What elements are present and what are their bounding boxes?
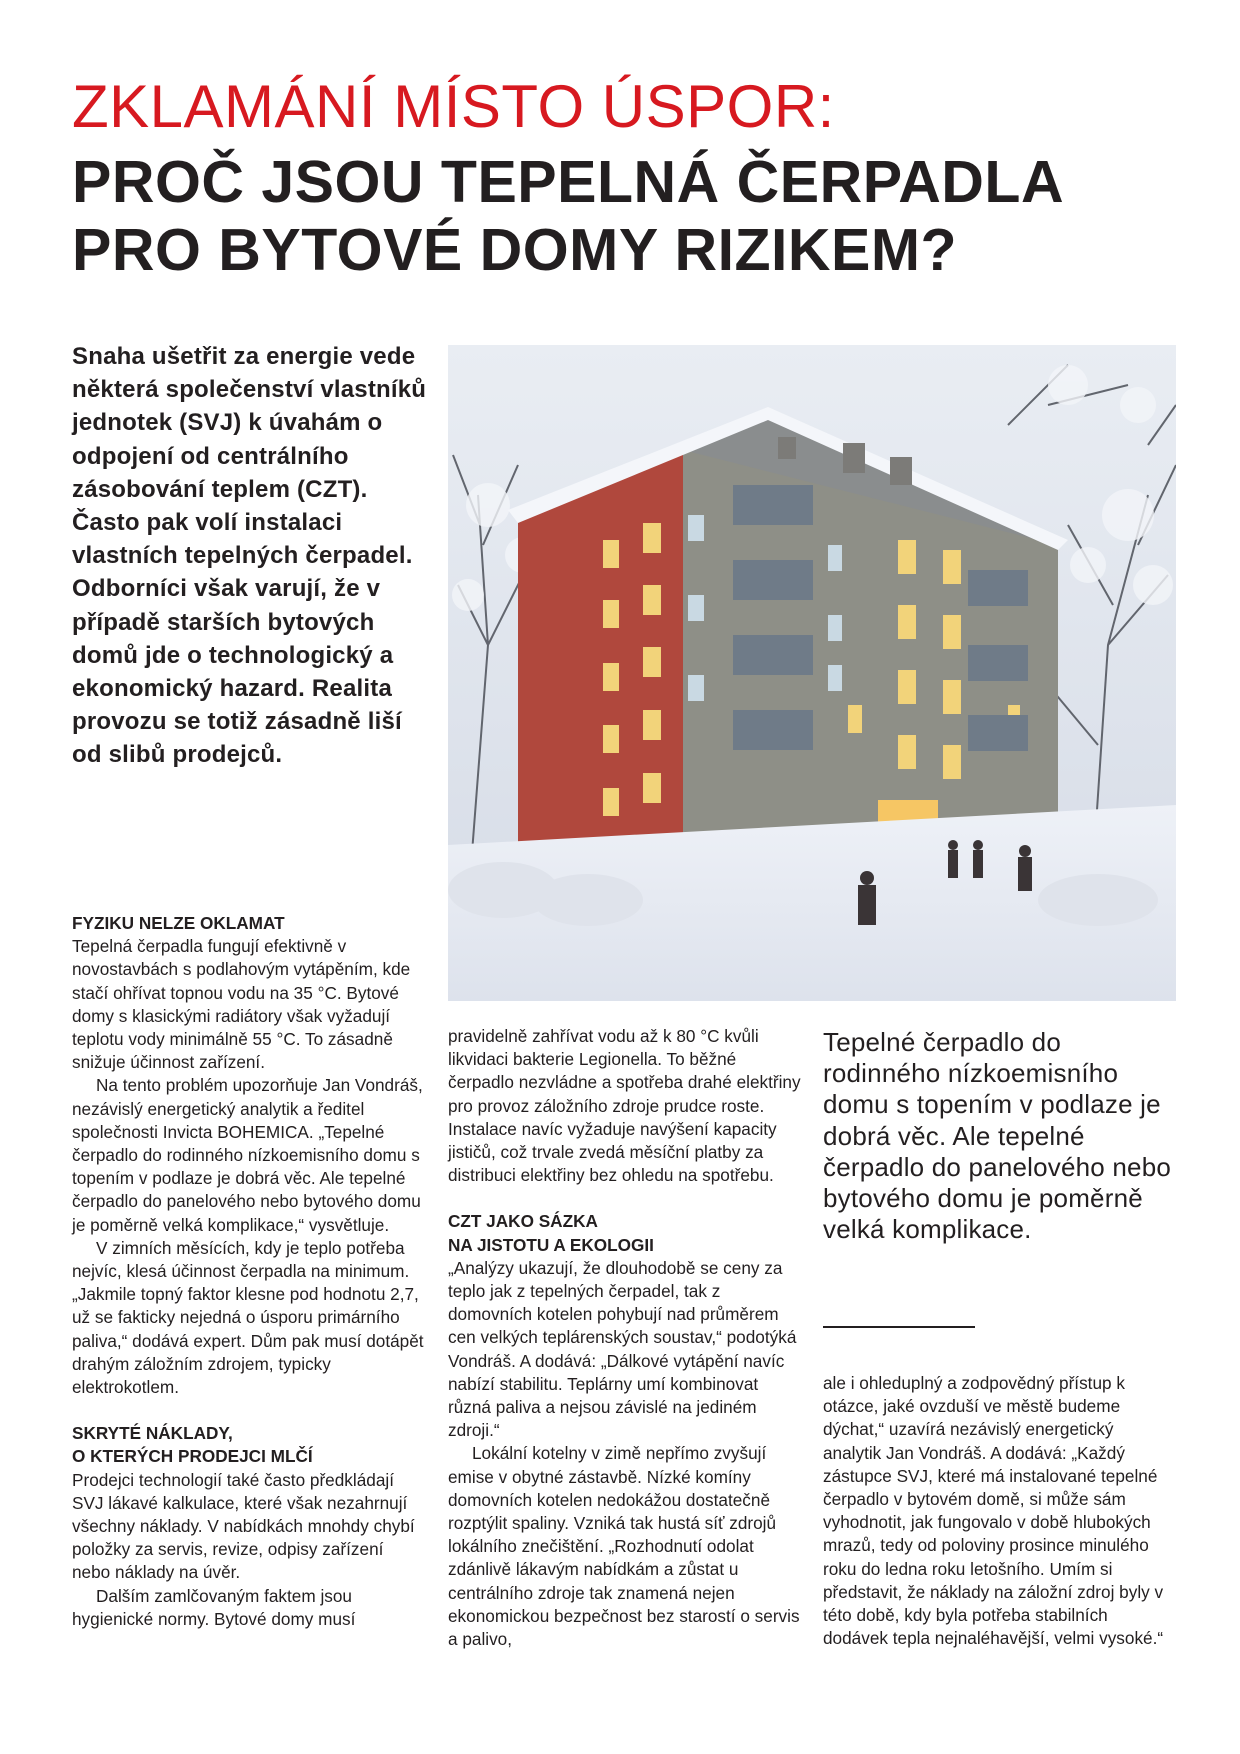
- subheading-hidden-costs-line-1: SKRYTÉ NÁKLADY,: [72, 1423, 233, 1444]
- pull-quote: Tepelné čerpadlo do rodinného nízkoemisního domu s topením v podlaze je dobrá věc. Ale tepelné čerpadlo do panelového nebo bytového domu je poměrně velká komplikace.: [823, 1027, 1172, 1245]
- paragraph: Prodejci technologií také často předkládají SVJ lákavé kalkulace, které však nezahrnují všechny náklady. V nabídkách mnohdy chybí položky za servis, revize, odpisy zařízení nebo náklady na úvěr.: [72, 1469, 415, 1583]
- paragraph: Dalším zamlčovaným faktem jsou hygienické normy. Bytové domy musí: [72, 1585, 356, 1629]
- lead-paragraph: Snaha ušetřit za energie vede některá společenství vlastníků jednotek (SVJ) k úvahám o odpojení od centrálního zásobování teplem (CZT). Často pak volí instalaci vlastních tepelných čerpadel. Odborníci však varují, že v případě starších bytových domů jde o technologický a ekonomický hazard. Realita provozu se totiž zásadně liší od slibů prodejců.: [72, 343, 427, 769]
- paragraph: V zimních měsících, kdy je teplo potřeba nejvíc, klesá účinnost čerpadla na minimum. „Jakmile topný faktor klesne pod hodnotu 2,7, už se fakticky nejedná o úsporu primárního paliva,“ dodává expert. Dům pak musí dotápět drahým záložním zdrojem, typicky elektrokotlem.: [72, 1237, 424, 1398]
- paragraph: ale i ohleduplný a zodpovědný přístup k otázce, jaké ovzduší ve městě budeme dýchat,“ uzavírá nezávislý energetický analytik Jan Vondráš. A dodává: „Každý zástupce SVJ, které má instalované tepelné čerpadlo v bytovém domě, si může sám vyhodnotit, jak fungovalo v době hlubokých mrazů, tedy od poloviny prosince minulého roku do ledna roku letošního. Umím si představit, že náklady na záložní zdroj byly v této době, kdy byla potřeba stabilních dodávek tepla nejnaléhavější, velmi vysoké.“: [823, 1373, 1164, 1649]
- article-column-3: [823, 1372, 1175, 1650]
- subheading-physics: FYZIKU NELZE OKLAMAT: [72, 913, 285, 933]
- subheading-czt-line-2: NA JISTOTU A EKOLOGII: [448, 1234, 654, 1255]
- article-column-2: [448, 1025, 802, 1651]
- headline: [72, 148, 1192, 284]
- subheading-czt-line-1: CZT JAKO SÁZKA: [448, 1211, 598, 1232]
- headline-kicker: ZKLAMÁNÍ MÍSTO ÚSPOR:: [72, 73, 835, 140]
- article-column-1: [72, 912, 424, 1631]
- paragraph: Lokální kotelny v zimě nepřímo zvyšují emise v obytné zástavbě. Nízké komíny domovních kotelen nedokážou dostatečně rozptýlit spaliny. Vzniká tak hustá síť zdrojů lokálního znečištění. „Rozhodnutí odolat zdánlivě lákavým nabídkám a zůstat u centrálního zdroje tak znamená nejen ekonomickou bezpečnost bez starostí o servis a palivo,: [448, 1443, 800, 1650]
- paragraph: pravidelně zahřívat vodu až k 80 °C kvůli likvidaci bakterie Legionella. To běžné čerpadlo nezvládne a spotřeba drahé elektřiny pro provoz záložního zdroje prudce roste. Instalace navíc vyžaduje navýšení kapacity jističů, což trvale zvedá měsíční platby za distribuci elektřiny bez ohledu na spotřebu.: [448, 1026, 801, 1186]
- paragraph: Tepelná čerpadla fungují efektivně v novostavbách s podlahovým vytápěním, kde stačí ohřívat topnou vodu na 35 °C. Bytové domy s klasickými radiátory však vyžadují teplotu vody minimálně 55 °C. To zásadně snižuje účinnost zařízení.: [72, 936, 411, 1073]
- subheading-hidden-costs-line-2: O KTERÝCH PRODEJCI MLČÍ: [72, 1446, 313, 1467]
- pull-quote-rule: [823, 1326, 975, 1328]
- headline-line-3: PRO BYTOVÉ DOMY RIZIKEM?: [72, 217, 958, 283]
- paragraph: „Analýzy ukazují, že dlouhodobě se ceny za teplo jak z tepelných čerpadel, tak z domovních kotelen pohybují nad průměrem cen velkých teplárenských soustav,“ podotýká Vondráš. A dodává: „Dálkové vytápění navíc nabízí stabilitu. Teplárny umí kombinovat různá paliva a nejsou závislé na jediném zdroji.“: [448, 1257, 797, 1441]
- paragraph: Na tento problém upozorňuje Jan Vondráš, nezávislý energetický analytik a ředitel společnosti Invicta BOHEMICA. „Tepelné čerpadlo do rodinného nízkoemisního domu s topením v podlaze je dobrá věc. Ale tepelné čerpadlo do panelového nebo bytového domu je poměrně velká komplikace,“ vysvětluje.: [72, 1075, 423, 1235]
- apartment-building-photo: [448, 345, 1176, 1001]
- headline-line-2: PROČ JSOU TEPELNÁ ČERPADLA: [72, 149, 1065, 215]
